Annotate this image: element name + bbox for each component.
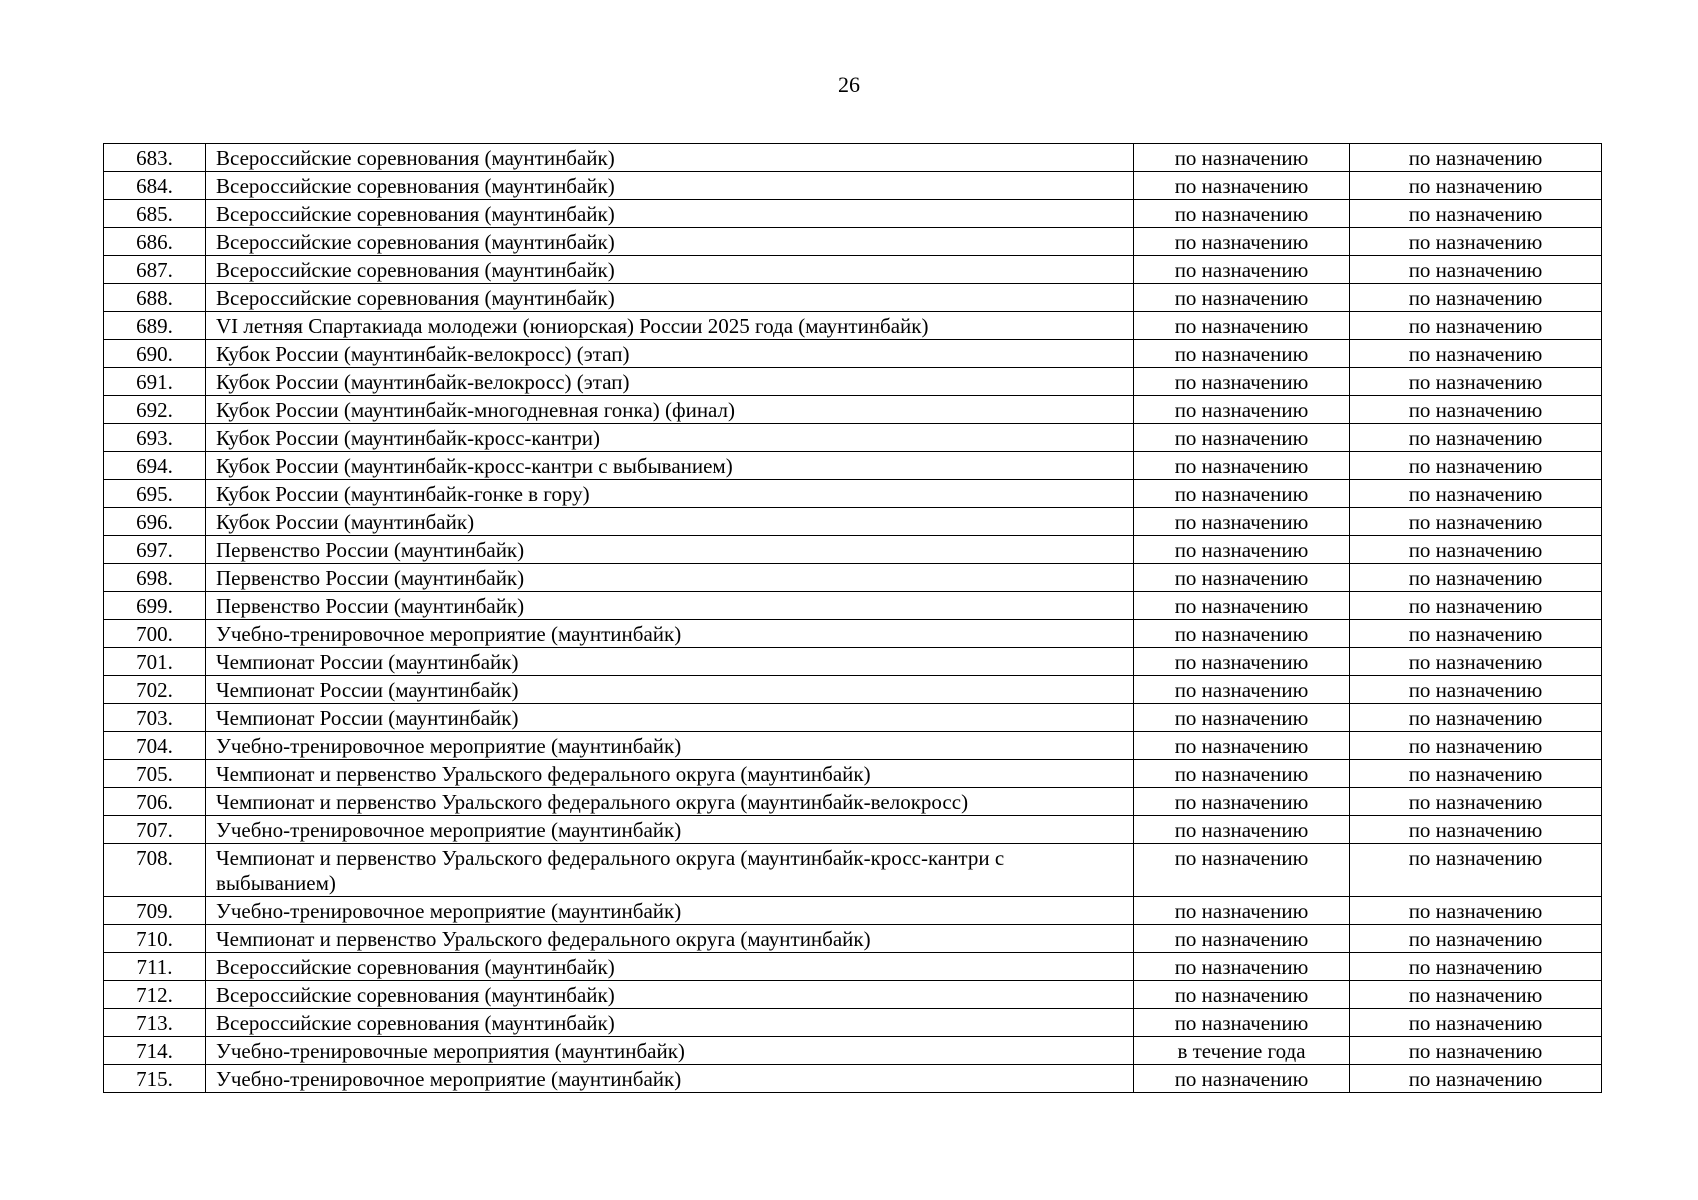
table-row	[104, 1065, 1602, 1093]
event-date: по назначению	[1134, 953, 1350, 981]
event-name: Всероссийские соревнования (маунтинбайк)	[206, 1009, 1134, 1037]
table-row	[104, 536, 1602, 564]
table-row	[104, 228, 1602, 256]
event-place: по назначению	[1350, 564, 1602, 592]
event-date: по назначению	[1134, 592, 1350, 620]
event-name: VI летняя Спартакиада молодежи (юниорская) России 2025 года (маунтинбайк)	[206, 312, 1134, 340]
event-date: по назначению	[1134, 844, 1350, 897]
event-place: по назначению	[1350, 200, 1602, 228]
event-place: по назначению	[1350, 396, 1602, 424]
event-date: по назначению	[1134, 648, 1350, 676]
event-place: по назначению	[1350, 144, 1602, 172]
event-date: по назначению	[1134, 144, 1350, 172]
row-number: 692.	[104, 396, 206, 424]
row-number: 699.	[104, 592, 206, 620]
event-place: по назначению	[1350, 925, 1602, 953]
table-row	[104, 816, 1602, 844]
event-date: по назначению	[1134, 897, 1350, 925]
event-place: по назначению	[1350, 897, 1602, 925]
event-name: Кубок России (маунтинбайк)	[206, 508, 1134, 536]
event-place: по назначению	[1350, 620, 1602, 648]
event-place: по назначению	[1350, 788, 1602, 816]
event-place: по назначению	[1350, 1037, 1602, 1065]
table-row	[104, 592, 1602, 620]
event-place: по назначению	[1350, 508, 1602, 536]
event-place: по назначению	[1350, 172, 1602, 200]
event-place: по назначению	[1350, 844, 1602, 897]
row-number: 688.	[104, 284, 206, 312]
row-number: 686.	[104, 228, 206, 256]
table-row	[104, 396, 1602, 424]
table-row	[104, 981, 1602, 1009]
table-row	[104, 925, 1602, 953]
row-number: 698.	[104, 564, 206, 592]
event-name: Кубок России (маунтинбайк-кросс-кантри)	[206, 424, 1134, 452]
table-row	[104, 1009, 1602, 1037]
row-number: 703.	[104, 704, 206, 732]
table-row	[104, 844, 1602, 897]
row-number: 712.	[104, 981, 206, 1009]
event-place: по назначению	[1350, 981, 1602, 1009]
row-number: 715.	[104, 1065, 206, 1093]
event-name: Всероссийские соревнования (маунтинбайк)	[206, 981, 1134, 1009]
event-name: Чемпионат России (маунтинбайк)	[206, 704, 1134, 732]
event-date: в течение года	[1134, 1037, 1350, 1065]
event-date: по назначению	[1134, 508, 1350, 536]
row-number: 709.	[104, 897, 206, 925]
event-place: по назначению	[1350, 1065, 1602, 1093]
event-place: по назначению	[1350, 536, 1602, 564]
event-date: по назначению	[1134, 536, 1350, 564]
row-number: 708.	[104, 844, 206, 897]
event-date: по назначению	[1134, 1065, 1350, 1093]
event-name: Кубок России (маунтинбайк-многодневная гонка) (финал)	[206, 396, 1134, 424]
event-place: по назначению	[1350, 340, 1602, 368]
event-place: по назначению	[1350, 704, 1602, 732]
event-place: по назначению	[1350, 284, 1602, 312]
page-number: 26	[838, 72, 860, 97]
table-row	[104, 953, 1602, 981]
event-name: Всероссийские соревнования (маунтинбайк)	[206, 172, 1134, 200]
row-number: 690.	[104, 340, 206, 368]
event-name: Чемпионат и первенство Уральского федерального округа (маунтинбайк)	[206, 760, 1134, 788]
event-place: по назначению	[1350, 228, 1602, 256]
table-row	[104, 256, 1602, 284]
table-row	[104, 620, 1602, 648]
row-number: 697.	[104, 536, 206, 564]
row-number: 707.	[104, 816, 206, 844]
table-row	[104, 424, 1602, 452]
row-number: 713.	[104, 1009, 206, 1037]
event-date: по назначению	[1134, 704, 1350, 732]
row-number: 710.	[104, 925, 206, 953]
table-row	[104, 760, 1602, 788]
event-place: по назначению	[1350, 592, 1602, 620]
table-row	[104, 312, 1602, 340]
event-date: по назначению	[1134, 340, 1350, 368]
event-name: Кубок России (маунтинбайк-кросс-кантри с выбыванием)	[206, 452, 1134, 480]
event-place: по назначению	[1350, 676, 1602, 704]
event-place: по назначению	[1350, 368, 1602, 396]
event-place: по назначению	[1350, 648, 1602, 676]
events-table	[103, 143, 1602, 1093]
event-date: по назначению	[1134, 1009, 1350, 1037]
row-number: 694.	[104, 452, 206, 480]
table-row	[104, 144, 1602, 172]
event-date: по назначению	[1134, 676, 1350, 704]
row-number: 695.	[104, 480, 206, 508]
event-date: по назначению	[1134, 284, 1350, 312]
row-number: 701.	[104, 648, 206, 676]
row-number: 687.	[104, 256, 206, 284]
table-row	[104, 452, 1602, 480]
event-name: Учебно-тренировочное мероприятие (маунтинбайк)	[206, 816, 1134, 844]
event-place: по назначению	[1350, 732, 1602, 760]
event-name: Кубок России (маунтинбайк-велокросс) (этап)	[206, 368, 1134, 396]
event-name: Кубок России (маунтинбайк-велокросс) (этап)	[206, 340, 1134, 368]
table-row	[104, 704, 1602, 732]
event-name: Первенство России (маунтинбайк)	[206, 564, 1134, 592]
event-date: по назначению	[1134, 732, 1350, 760]
event-name: Всероссийские соревнования (маунтинбайк)	[206, 284, 1134, 312]
event-date: по назначению	[1134, 620, 1350, 648]
event-date: по назначению	[1134, 564, 1350, 592]
event-date: по назначению	[1134, 788, 1350, 816]
event-name: Чемпионат и первенство Уральского федерального округа (маунтинбайк-кросс-кантри с выбыванием)	[206, 844, 1134, 897]
table-row	[104, 897, 1602, 925]
event-name: Учебно-тренировочное мероприятие (маунтинбайк)	[206, 897, 1134, 925]
event-name: Учебно-тренировочные мероприятия (маунтинбайк)	[206, 1037, 1134, 1065]
event-name: Кубок России (маунтинбайк-гонке в гору)	[206, 480, 1134, 508]
table-row	[104, 172, 1602, 200]
event-name: Всероссийские соревнования (маунтинбайк)	[206, 144, 1134, 172]
row-number: 706.	[104, 788, 206, 816]
event-name: Всероссийские соревнования (маунтинбайк)	[206, 228, 1134, 256]
event-name: Первенство России (маунтинбайк)	[206, 592, 1134, 620]
event-name: Чемпионат России (маунтинбайк)	[206, 676, 1134, 704]
table-row	[104, 1037, 1602, 1065]
row-number: 702.	[104, 676, 206, 704]
event-name: Всероссийские соревнования (маунтинбайк)	[206, 256, 1134, 284]
table-row	[104, 368, 1602, 396]
row-number: 696.	[104, 508, 206, 536]
row-number: 691.	[104, 368, 206, 396]
event-name: Учебно-тренировочное мероприятие (маунтинбайк)	[206, 732, 1134, 760]
event-place: по назначению	[1350, 424, 1602, 452]
table-row	[104, 284, 1602, 312]
event-name: Всероссийские соревнования (маунтинбайк)	[206, 953, 1134, 981]
event-date: по назначению	[1134, 256, 1350, 284]
row-number: 684.	[104, 172, 206, 200]
event-date: по назначению	[1134, 200, 1350, 228]
event-place: по назначению	[1350, 1009, 1602, 1037]
table-row	[104, 340, 1602, 368]
table-row	[104, 732, 1602, 760]
event-date: по назначению	[1134, 312, 1350, 340]
row-number: 704.	[104, 732, 206, 760]
row-number: 711.	[104, 953, 206, 981]
event-name: Чемпионат России (маунтинбайк)	[206, 648, 1134, 676]
event-date: по назначению	[1134, 228, 1350, 256]
event-date: по назначению	[1134, 925, 1350, 953]
event-place: по назначению	[1350, 452, 1602, 480]
event-place: по назначению	[1350, 312, 1602, 340]
row-number: 714.	[104, 1037, 206, 1065]
table-row	[104, 564, 1602, 592]
event-date: по назначению	[1134, 452, 1350, 480]
event-place: по назначению	[1350, 480, 1602, 508]
table-row	[104, 676, 1602, 704]
row-number: 683.	[104, 144, 206, 172]
table-row	[104, 200, 1602, 228]
event-name: Всероссийские соревнования (маунтинбайк)	[206, 200, 1134, 228]
event-name: Учебно-тренировочное мероприятие (маунтинбайк)	[206, 620, 1134, 648]
event-place: по назначению	[1350, 816, 1602, 844]
event-name: Учебно-тренировочное мероприятие (маунтинбайк)	[206, 1065, 1134, 1093]
row-number: 700.	[104, 620, 206, 648]
event-date: по назначению	[1134, 172, 1350, 200]
event-name: Первенство России (маунтинбайк)	[206, 536, 1134, 564]
event-place: по назначению	[1350, 760, 1602, 788]
event-date: по назначению	[1134, 981, 1350, 1009]
event-date: по назначению	[1134, 816, 1350, 844]
table-row	[104, 648, 1602, 676]
event-place: по назначению	[1350, 256, 1602, 284]
event-date: по назначению	[1134, 760, 1350, 788]
row-number: 685.	[104, 200, 206, 228]
row-number: 689.	[104, 312, 206, 340]
events-table-body	[104, 144, 1602, 1093]
table-row	[104, 480, 1602, 508]
event-date: по назначению	[1134, 396, 1350, 424]
event-place: по назначению	[1350, 953, 1602, 981]
row-number: 705.	[104, 760, 206, 788]
event-date: по назначению	[1134, 480, 1350, 508]
table-row	[104, 788, 1602, 816]
event-name: Чемпионат и первенство Уральского федерального округа (маунтинбайк)	[206, 925, 1134, 953]
row-number: 693.	[104, 424, 206, 452]
event-name: Чемпионат и первенство Уральского федерального округа (маунтинбайк-велокросс)	[206, 788, 1134, 816]
event-date: по назначению	[1134, 368, 1350, 396]
table-row	[104, 508, 1602, 536]
event-date: по назначению	[1134, 424, 1350, 452]
